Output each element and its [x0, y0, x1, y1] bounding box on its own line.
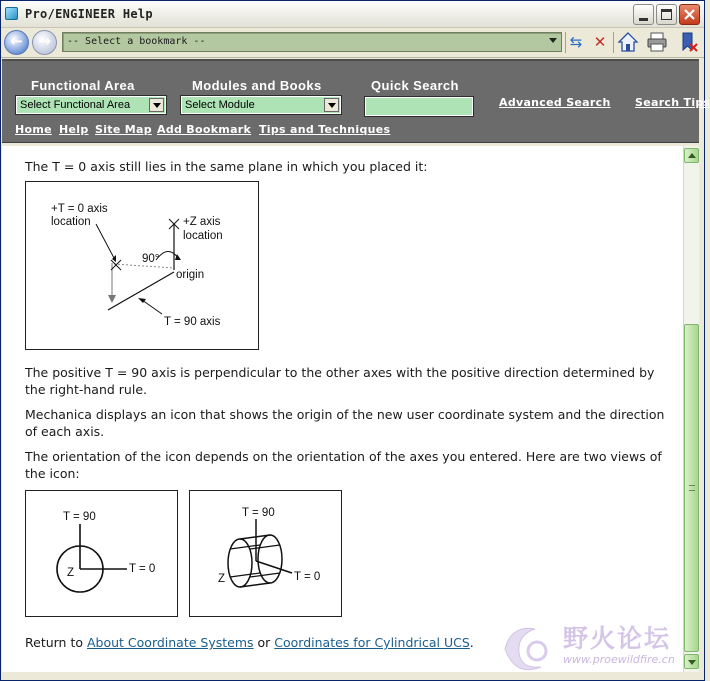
forward-arrow-icon: → [38, 32, 51, 50]
stop-icon: ✕ [593, 33, 607, 51]
scroll-grip-icon [689, 485, 695, 491]
fig3-t90-label: T = 90 [242, 507, 275, 519]
fig3-z-label: Z [218, 573, 226, 585]
modules-label: Modules and Books [192, 78, 322, 93]
search-tips-clip [635, 91, 710, 113]
refresh-icon: ⇆ [569, 33, 583, 51]
search-tips-link[interactable]: Search Tips [635, 96, 710, 109]
nav-help-link[interactable]: Help [59, 123, 89, 136]
close-button[interactable] [679, 4, 700, 25]
about-coordinate-systems-link[interactable]: About Coordinate Systems [86, 635, 254, 650]
printer-icon [646, 31, 668, 53]
cylindrical-ucs-link[interactable]: Coordinates for Cylindrical UCS [274, 635, 470, 650]
modules-select-value: Select Module [185, 99, 255, 111]
minimize-button[interactable] [633, 4, 654, 25]
help-header [2, 59, 710, 143]
functional-area-select-value: Select Functional Area [20, 99, 131, 111]
figure-axis-diagram [25, 181, 259, 350]
paragraph-intro: The T = 0 axis still lies in the same plane in which you placed it: [25, 159, 428, 174]
nav-home-link[interactable]: Home [15, 123, 52, 136]
fig2-z-label: Z [67, 567, 75, 579]
watermark-logo-icon [497, 619, 561, 675]
forum-watermark [497, 619, 697, 675]
vertical-scrollbar[interactable] [683, 146, 699, 672]
back-arrow-icon: ← [10, 32, 23, 50]
home-icon [617, 31, 639, 53]
paragraph-mechanica-icon: Mechanica displays an icon that shows the origin of the new user coordinate system and the direction of each axis. [25, 407, 665, 439]
functional-area-label: Functional Area [31, 78, 135, 93]
figure-icon-view-1 [25, 490, 178, 617]
fig1-t0-location-line2: location [51, 216, 91, 228]
figure-icon-view-2 [189, 490, 342, 617]
advanced-search-link[interactable]: Advanced Search [499, 96, 611, 109]
nav-site-map-link[interactable]: Site Map [95, 123, 152, 136]
chevron-down-icon [549, 38, 557, 43]
fig1-origin-label: origin [176, 269, 205, 281]
scroll-up-button[interactable] [684, 148, 699, 163]
watermark-url: www.proewildfire.cn [563, 653, 675, 666]
return-or: or [253, 635, 275, 650]
fig2-t90-label: T = 90 [63, 511, 96, 523]
chevron-down-icon [324, 98, 339, 112]
paragraph-orientation: The orientation of the icon depends on the orientation of the axes you entered. Here are two views of the icon: [25, 449, 662, 481]
icon-view-1-graphic [26, 491, 177, 616]
fig1-z-location-line2: location [183, 230, 223, 242]
minimize-icon [639, 18, 648, 21]
fig3-t0-label: T = 0 [294, 571, 321, 583]
return-prefix: Return to [25, 635, 87, 650]
return-suffix: . [469, 635, 474, 650]
stop-button[interactable] [588, 31, 612, 54]
maximize-button[interactable] [656, 4, 677, 25]
fig1-t90-label: T = 90 axis [164, 316, 221, 328]
nav-add-bookmark-link[interactable]: Add Bookmark [157, 123, 252, 136]
back-button[interactable] [4, 30, 29, 55]
remove-bookmark-button[interactable] [676, 31, 700, 54]
toolbar-divider [613, 32, 614, 53]
quick-search-input[interactable] [365, 97, 473, 116]
quick-search-label: Quick Search [371, 78, 459, 93]
scroll-thumb[interactable] [684, 324, 699, 652]
print-button[interactable] [645, 31, 669, 54]
fig1-z-location-line1: +Z axis [183, 216, 221, 228]
home-button[interactable] [616, 31, 640, 54]
fig1-angle-label: 90° [142, 253, 160, 265]
close-icon [680, 5, 699, 24]
paragraph-positive-axis: The positive T = 90 axis is perpendicular to the other axes with the positive direction determined by the right-hand rule. [25, 365, 655, 397]
window-title: Pro/ENGINEER Help [25, 7, 153, 21]
modules-select[interactable] [181, 96, 341, 114]
bookmark-select-value: -- Select a bookmark -- [67, 36, 206, 47]
bookmark-remove-icon [677, 31, 699, 53]
chevron-down-icon [149, 98, 164, 112]
help-content [2, 146, 683, 672]
title-bar [1, 1, 704, 28]
refresh-button[interactable] [564, 31, 588, 54]
fig1-t0-location-line1: +T = 0 axis [51, 203, 108, 215]
help-app-icon [5, 7, 18, 20]
fig2-t0-label: T = 0 [129, 563, 156, 575]
watermark-text: 野火论坛 [563, 624, 672, 653]
forward-button[interactable] [32, 30, 57, 55]
functional-area-select[interactable] [16, 96, 166, 114]
nav-tips-link[interactable]: Tips and Techniques [259, 123, 391, 136]
maximize-icon [661, 9, 672, 20]
bookmark-select[interactable] [62, 32, 562, 52]
browser-toolbar [1, 28, 704, 58]
